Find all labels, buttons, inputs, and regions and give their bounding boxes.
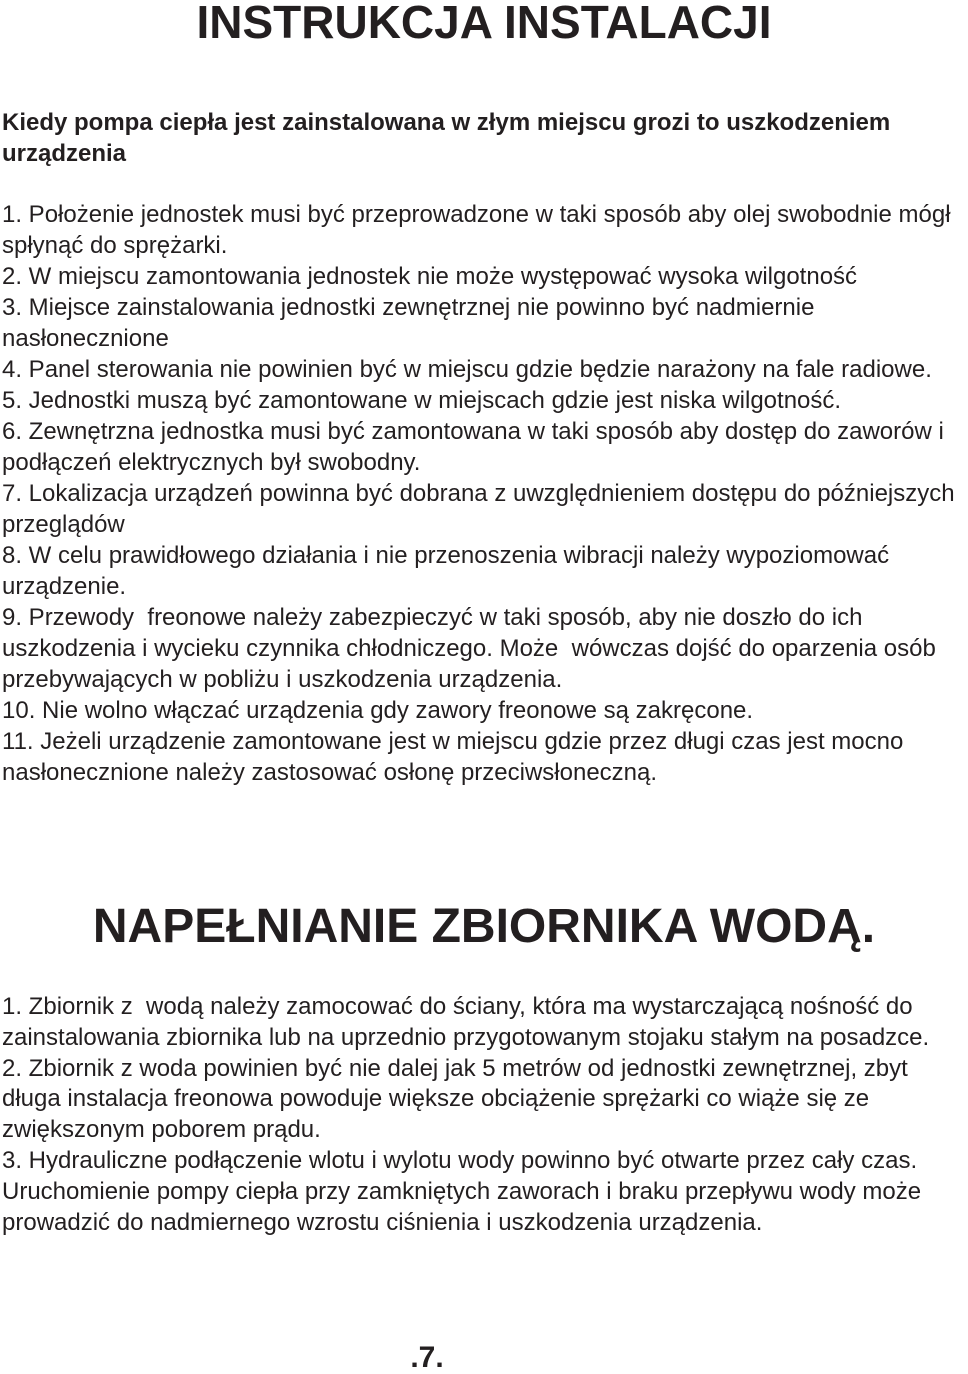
- list-item: 4. Panel sterowania nie powinien być w miejscu gdzie będzie narażony na fale radiowe.: [2, 356, 932, 383]
- tank-list: [2, 992, 962, 1238]
- list-item: 9. Przewody freonowe należy zabezpieczyć w taki sposób, aby nie doszło do ich uszkodzenia i wycieku czynnika chłodniczego. Może wówczas dojść do oparzenia osób przebywających w pobliżu i uszkodzenia urządzenia.: [2, 604, 943, 693]
- list-item: 1. Zbiornik z wodą należy zamocować do ściany, która ma wystarczającą nośność do zainstalowania zbiornika lub na uprzednio przygotowanym stojaku stałym na posadzce.: [2, 993, 930, 1051]
- section-title: NAPEŁNIANIE ZBIORNIKA WODĄ.: [92, 900, 876, 953]
- list-item: 1. Położenie jednostek musi być przeprowadzone w taki sposób aby olej swobodnie mógł spłynąć do sprężarki.: [2, 201, 958, 259]
- list-item: 10. Nie wolno włączać urządzenia gdy zawory freonowe są zakręcone.: [2, 697, 754, 724]
- page-title: INSTRUKCJA INSTALACJI: [196, 0, 772, 48]
- list-item: 3. Hydrauliczne podłączenie wlotu i wylotu wody powinno być otwarte przez cały czas. Uruchomienie pompy ciepła przy zamkniętych zaworach i braku przepływu wody może prowadzić do nadmiernego wzrostu ciśnienia i uszkodzenia urządzenia.: [2, 1146, 928, 1236]
- list-item: 7. Lokalizacja urządzeń powinna być dobrana z uwzględnieniem dostępu do późniejszych przeglądów: [2, 480, 962, 538]
- page-number: .7.: [410, 1341, 444, 1374]
- list-item: 2. W miejscu zamontowania jednostek nie może występować wysoka wilgotność: [2, 263, 858, 290]
- list-item: 5. Jednostki muszą być zamontowane w miejscach gdzie jest niska wilgotność.: [2, 387, 842, 414]
- list-item: 3. Miejsce zainstalowania jednostki zewnętrznej nie powinno być nadmiernie nasłonecznione: [2, 294, 822, 352]
- list-item: 2. Zbiornik z woda powinien być nie dalej jak 5 metrów od jednostki zewnętrznej, zbyt długa instalacja freonowa powoduje większe obciążenie sprężarki co wiąże się ze zwiększonym poborem prądu.: [2, 1054, 915, 1144]
- list-item: 8. W celu prawidłowego działania i nie przenoszenia wibracji należy wypoziomować urządzenie.: [2, 542, 896, 600]
- installation-list: [2, 199, 962, 788]
- list-item: 11. Jeżeli urządzenie zamontowane jest w miejscu gdzie przez długi czas jest mocno nasłonecznione należy zastosować osłonę przeciwsłoneczną.: [2, 728, 910, 786]
- list-item: 6. Zewnętrzna jednostka musi być zamontowana w taki sposób aby dostęp do zaworów i podłączeń elektrycznych był swobodny.: [2, 418, 951, 476]
- warning-text: Kiedy pompa ciepła jest zainstalowana w złym miejscu grozi to uszkodzeniem urządzenia: [2, 109, 891, 167]
